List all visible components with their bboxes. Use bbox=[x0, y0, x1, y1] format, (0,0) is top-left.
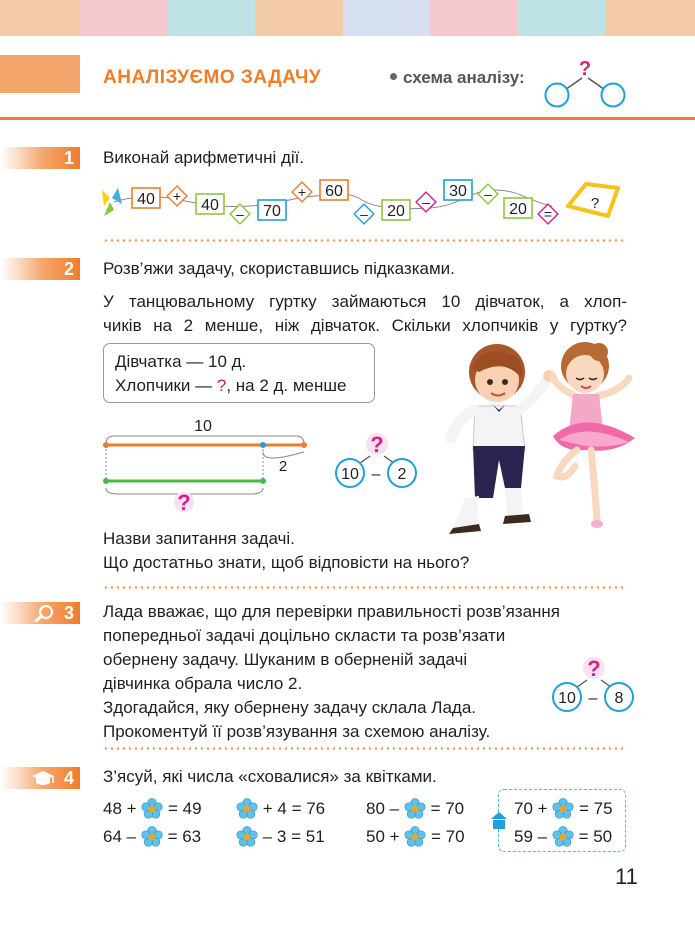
equation bbox=[103, 798, 202, 820]
flower-icon bbox=[141, 826, 163, 848]
task-number-3 bbox=[0, 602, 80, 624]
task-number-1 bbox=[0, 147, 80, 169]
hint-question-mark: ? bbox=[216, 376, 227, 395]
question-line: Назви запитання задачі. bbox=[103, 529, 295, 548]
scheme-left-value: 10 bbox=[341, 466, 359, 483]
equation bbox=[366, 826, 465, 848]
hint-text: Хлопчики — bbox=[115, 376, 217, 395]
task-number-4 bbox=[0, 767, 80, 789]
equation-part: 50 + bbox=[366, 827, 400, 846]
task2-problem bbox=[103, 290, 627, 338]
task4-instruction: З’ясуй, які числа «сховалися» за квітками. bbox=[103, 767, 437, 786]
scheme-operator: – bbox=[371, 466, 381, 483]
problem-line: У танцювальному гуртку займаються 10 дівчаток, а хлоп- bbox=[103, 292, 627, 311]
stripe bbox=[430, 0, 518, 36]
equation-part: + 4 = 76 bbox=[262, 799, 326, 818]
equation-part: 59 – bbox=[514, 827, 548, 846]
equation-part: = 70 bbox=[430, 799, 465, 818]
section-divider bbox=[103, 239, 627, 242]
chain-operator: + bbox=[172, 188, 182, 204]
chain-operator: + bbox=[297, 184, 307, 200]
task2-questions bbox=[103, 527, 469, 575]
chain-number: 40 bbox=[137, 191, 155, 208]
equation-part: 64 – bbox=[103, 827, 137, 846]
task1-instruction: Виконай арифметичні дії. bbox=[103, 148, 305, 167]
problem-line: чиків на 2 менше, ніж дівчаток. Скільки хлопчиків у гуртку? bbox=[103, 316, 627, 335]
task-number-label: 4 bbox=[63, 768, 74, 788]
equation-part: 80 – bbox=[366, 799, 400, 818]
section-title: АНАЛІЗУЄМО ЗАДАЧУ bbox=[103, 67, 322, 88]
header-divider bbox=[0, 117, 695, 120]
boy-figure bbox=[449, 344, 555, 534]
chain-number: 60 bbox=[325, 183, 343, 200]
chain-operator: – bbox=[236, 206, 244, 222]
task3-line: попередньої задачі доцільно скласти та розв’язати bbox=[103, 626, 506, 645]
equation-part: 48 + bbox=[103, 799, 137, 818]
chain-number: 20 bbox=[387, 203, 405, 220]
graduation-cap-icon bbox=[30, 769, 56, 787]
equation bbox=[236, 826, 325, 848]
task3-line: обернену задачу. Шуканим в оберненій задачі bbox=[103, 650, 468, 669]
task3-line: Здогадайся, яку обернену задачу склала Лада. bbox=[103, 698, 477, 717]
equation-part: = 49 bbox=[168, 799, 202, 818]
task-number-2 bbox=[0, 258, 80, 280]
segment-diagram bbox=[98, 414, 318, 514]
stripe bbox=[343, 0, 430, 36]
scheme-operator: – bbox=[588, 690, 598, 707]
house-icon bbox=[490, 811, 508, 831]
scheme-question-mark: ? bbox=[587, 656, 601, 681]
scheme-label-text: схема аналізу: bbox=[403, 68, 525, 87]
equation bbox=[103, 826, 201, 848]
task2-instruction: Розв’яжи задачу, скориставшись підказками. bbox=[103, 259, 455, 278]
chain-operator: = bbox=[543, 206, 553, 222]
stripe bbox=[168, 0, 255, 36]
stripe bbox=[605, 0, 695, 36]
analysis-scheme-icon bbox=[540, 56, 630, 110]
chain-number: 30 bbox=[449, 183, 467, 200]
task3-analysis-scheme bbox=[547, 652, 642, 716]
equation bbox=[366, 798, 464, 820]
diagram-top-label: 10 bbox=[194, 418, 212, 435]
flower-icon bbox=[236, 826, 258, 848]
flower-icon bbox=[552, 826, 574, 848]
equation bbox=[514, 826, 612, 848]
task3-line: Прокоментуй її розв’язування за схемою аналізу. bbox=[103, 722, 491, 741]
chain-number: 40 bbox=[201, 197, 219, 214]
arithmetic-chain bbox=[100, 176, 620, 228]
hint-line-boys bbox=[115, 374, 374, 398]
scheme-right-value: 2 bbox=[397, 466, 407, 483]
diagram-question-mark: ? bbox=[177, 490, 191, 514]
flower-icon bbox=[552, 798, 574, 820]
scheme-question-mark: ? bbox=[370, 432, 384, 457]
girl-figure bbox=[553, 342, 635, 528]
stripe bbox=[255, 0, 343, 36]
equation-part: – 3 = 51 bbox=[262, 827, 325, 846]
equation bbox=[514, 798, 613, 820]
stripe bbox=[80, 0, 168, 36]
scheme-label bbox=[390, 68, 525, 88]
equation-part: = 70 bbox=[431, 827, 465, 846]
equation bbox=[236, 798, 325, 820]
bullet-icon bbox=[390, 73, 397, 80]
task-number-label: 1 bbox=[63, 148, 74, 168]
task2-analysis-scheme bbox=[330, 428, 425, 492]
question-line: Що достатньо знати, щоб відповісти на нього? bbox=[103, 553, 470, 572]
stripe bbox=[518, 0, 605, 36]
flower-icon bbox=[404, 826, 426, 848]
equation-part: = 75 bbox=[579, 799, 613, 818]
page-number: 11 bbox=[615, 864, 638, 889]
chain-operator: – bbox=[484, 186, 492, 202]
scheme-left-value: 10 bbox=[558, 690, 576, 707]
chain-operator: – bbox=[360, 206, 368, 222]
flower-icon bbox=[236, 798, 258, 820]
equation-part: = 63 bbox=[167, 827, 202, 846]
task3-line: дівчинка обрала число 2. bbox=[103, 674, 303, 693]
hint-box bbox=[103, 343, 375, 403]
magnifier-icon bbox=[34, 604, 56, 622]
header-accent-bar bbox=[0, 55, 80, 93]
chain-operator: – bbox=[422, 194, 430, 210]
task3-text bbox=[103, 600, 560, 744]
flower-icon bbox=[141, 798, 163, 820]
equation-part: = 50 bbox=[578, 827, 613, 846]
section-divider bbox=[103, 747, 627, 750]
hint-line-girls: Дівчатка — 10 д. bbox=[115, 352, 247, 371]
task-number-label: 3 bbox=[63, 603, 74, 623]
chain-number: 70 bbox=[263, 203, 281, 220]
chain-number: 20 bbox=[509, 201, 527, 218]
scheme-question-mark: ? bbox=[578, 58, 592, 80]
section-divider bbox=[103, 586, 627, 589]
task3-line: Лада вважає, що для перевірки правильності розв’язання bbox=[103, 602, 561, 621]
dancing-children-illustration bbox=[435, 338, 640, 538]
hint-text: , на 2 д. менше bbox=[226, 376, 347, 395]
diagram-diff-label: 2 bbox=[278, 458, 288, 475]
task-number-label: 2 bbox=[63, 259, 74, 279]
stripe bbox=[0, 0, 80, 36]
equation-part: 70 + bbox=[514, 799, 548, 818]
flower-icon bbox=[404, 798, 426, 820]
chain-result-question: ? bbox=[590, 195, 600, 212]
scheme-right-value: 8 bbox=[614, 690, 624, 707]
